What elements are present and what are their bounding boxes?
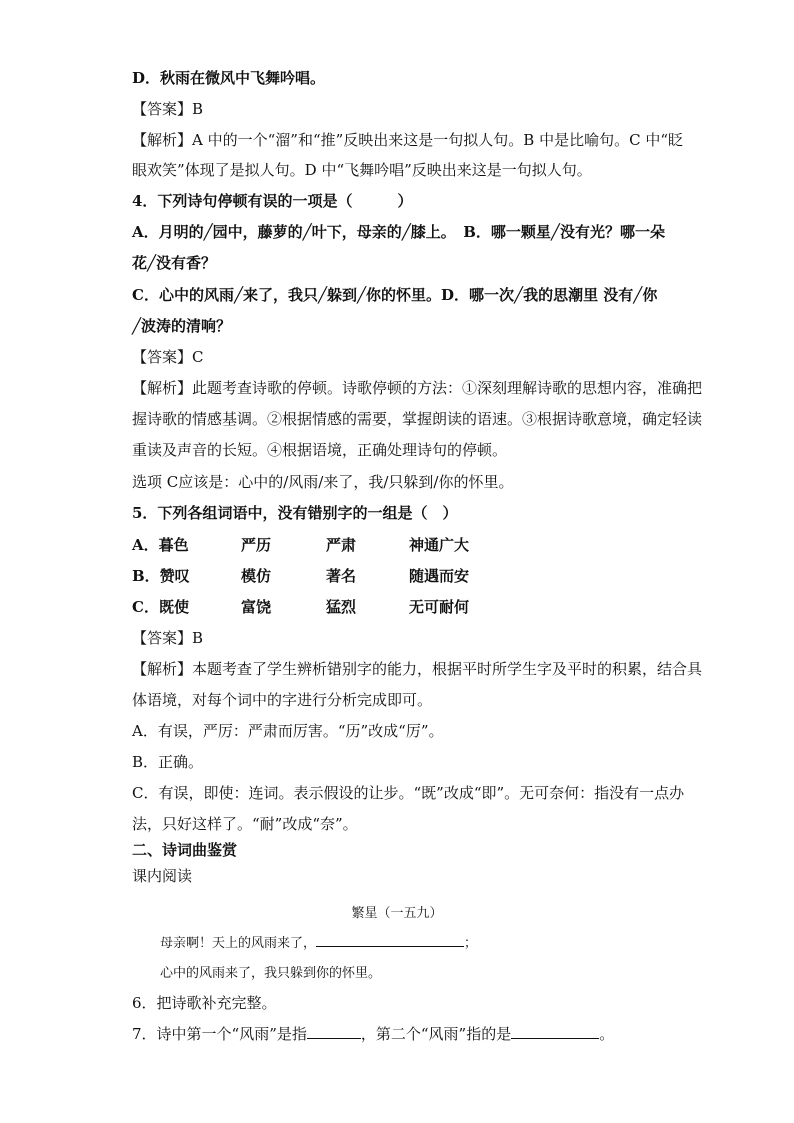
q5-b-word-3: 著名 — [326, 567, 357, 585]
poem-line-1-end: ； — [464, 936, 478, 951]
poem-line-2: 心中的风雨来了，我只躲到你的怀里。 — [160, 966, 382, 981]
q5-analysis-line-2: 体语境，对每个词中的字进行分析完成即可。 — [132, 691, 433, 709]
q5-a-word-4: 神通广大 — [409, 536, 470, 554]
q4-option-line-2: 花╱没有香？ — [132, 254, 217, 272]
q7-part-2: ，第二个“风雨”指的是 — [360, 1025, 512, 1043]
q7-blank-2[interactable] — [511, 1024, 599, 1039]
q4-analysis-line-4: 选项 C应该是：心中的/风雨/来了，我/只躲到/你的怀里。 — [132, 473, 514, 491]
q6: 6．把诗歌补充完整。 — [132, 994, 277, 1012]
q4-analysis-line-2: 握诗歌的情感基调。②根据情感的需要，掌握朗读的语速。③根据诗歌意境，确定轻读 — [132, 410, 703, 428]
q4-answer: 【答案】C — [132, 348, 204, 366]
poem-title: 繁星（一五九） — [351, 906, 443, 921]
q7-blank-1[interactable] — [307, 1024, 361, 1039]
q4-analysis-line-1: 【解析】此题考查诗歌的停顿。诗歌停顿的方法：①深刻理解诗歌的思想内容，准确把 — [132, 379, 703, 397]
poem-blank-1[interactable] — [316, 932, 464, 947]
q3-answer: 【答案】B — [132, 100, 204, 118]
q7-part-3: 。 — [599, 1025, 615, 1043]
q5-c-word-3: 猛烈 — [326, 598, 357, 616]
q3-analysis-line-2: 眼欢笑”体现了是拟人句。D 中“飞舞吟唱”反映出来这是一句拟人句。 — [132, 161, 592, 179]
q5-c-word-1: C．既使 — [132, 598, 189, 616]
q5-b-word-2: 模仿 — [241, 567, 272, 585]
q5-analysis-line-1: 【解析】本题考查了学生辨析错别字的能力，根据平时所学生字及平时的积累，结合具 — [132, 660, 703, 678]
q3-option-d: D．秋雨在微风中飞舞吟唱。 — [132, 69, 326, 87]
q5-c-word-4: 无可耐何 — [409, 598, 470, 616]
q5-analysis-line-6: 法，只好这样了。“耐”改成“奈”。 — [132, 815, 358, 833]
q5-b-word-4: 随遇而安 — [409, 567, 470, 585]
q4-option-line-1: A．月明的╱园中，藤萝的╱叶下，母亲的╱膝上。 B．哪一颗星╱没有光？哪一朵 — [132, 223, 665, 241]
q3-analysis-line-1: 【解析】A 中的一个“溜”和“推”反映出来这是一句拟人句。B 中是比喻句。C 中“眨 — [132, 131, 683, 149]
section-2-title: 二、诗词曲鉴赏 — [132, 841, 238, 859]
section-2-subtitle: 课内阅读 — [132, 867, 193, 885]
q5-a-word-1: A．暮色 — [132, 536, 189, 554]
q4-option-line-3: C．心中的风雨╱来了，我只╱躲到╱你的怀里。D．哪一次╱我的思潮里 没有╱你 — [132, 286, 658, 304]
q5-a-word-3: 严肃 — [326, 536, 357, 554]
poem-line-1 — [160, 932, 477, 951]
q4-stem: 4．下列诗句停顿有误的一项是（ ） — [132, 192, 413, 210]
q5-b-word-1: B．赞叹 — [132, 567, 190, 585]
q4-analysis-line-3: 重读及声音的长短。④根据语境，正确处理诗句的停顿。 — [132, 441, 508, 459]
poem-line-1-text: 母亲啊！天上的风雨来了， — [160, 936, 317, 951]
q5-stem: 5．下列各组词语中，没有错别字的一组是（ ） — [132, 504, 458, 522]
q5-answer: 【答案】B — [132, 629, 204, 647]
q4-option-line-4: ╱波涛的清响？ — [132, 317, 232, 335]
q5-analysis-line-5: C．有误，即使：连词。表示假设的让步。“既”改成“即”。无可奈何：指没有一点办 — [132, 784, 685, 802]
q5-c-word-2: 富饶 — [241, 598, 272, 616]
q5-analysis-line-3: A．有误，严厉：严肃而厉害。“历”改成“厉”。 — [132, 722, 444, 740]
q7-part-1: 7．诗中第一个“风雨”是指 — [132, 1025, 307, 1043]
q5-a-word-2: 严历 — [241, 536, 272, 554]
q5-analysis-line-4: B．正确。 — [132, 753, 204, 771]
q7 — [132, 1024, 614, 1044]
